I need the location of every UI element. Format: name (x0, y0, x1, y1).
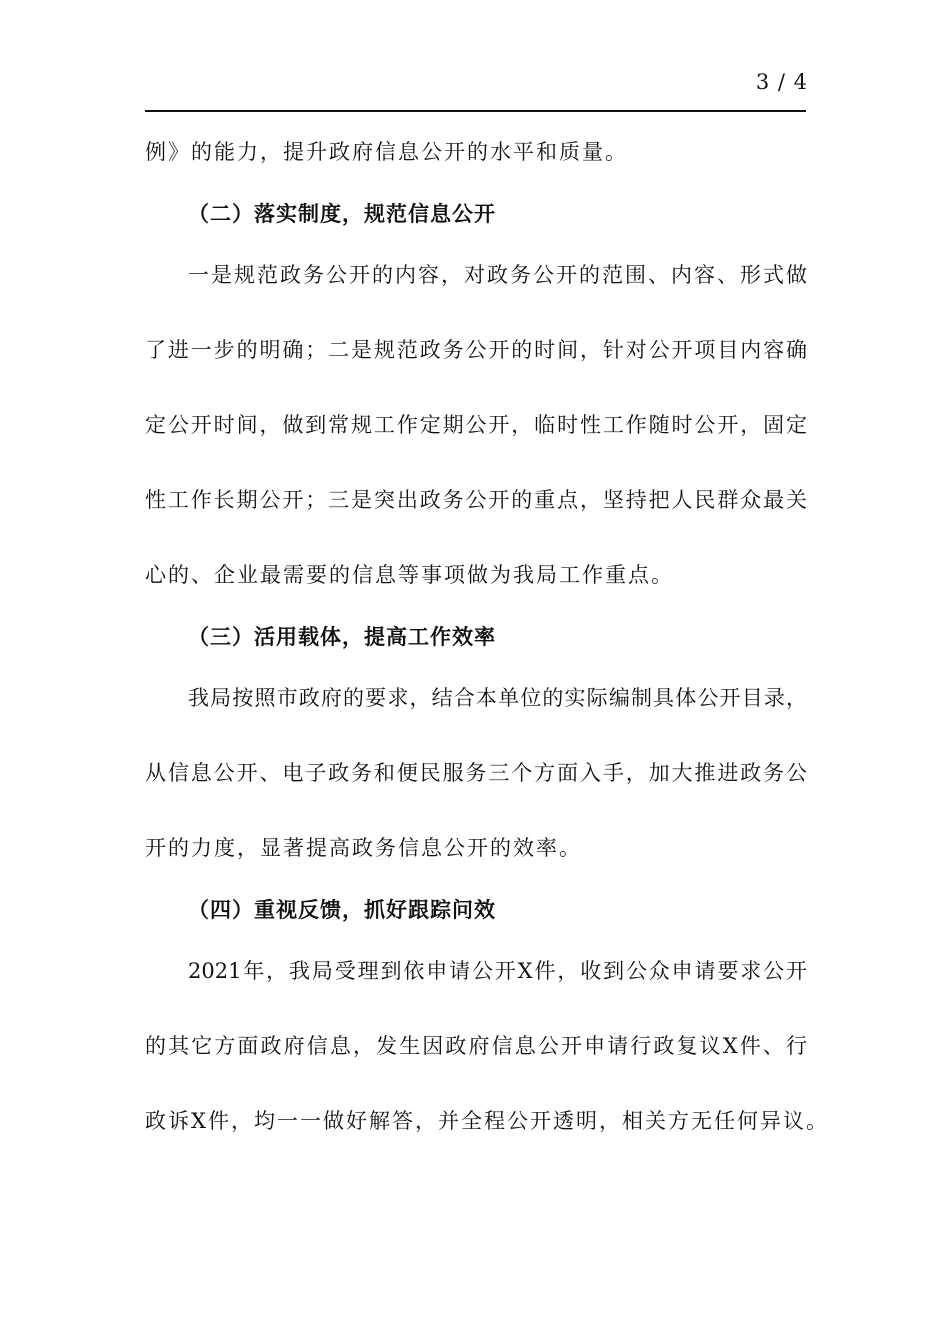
paragraph-line: 的其它方面政府信息，发生因政府信息公开申请行政复议X件、行 (145, 1034, 807, 1058)
paragraph-line: 例》的能力，提升政府信息公开的水平和质量。 (145, 140, 628, 164)
paragraph-line: 定公开时间，做到常规工作定期公开，临时性工作随时公开，固定 (145, 413, 807, 437)
page-number: 3 / 4 (755, 70, 808, 94)
paragraph-line: 性工作长期公开；三是突出政务公开的重点，坚持把人民群众最关 (145, 488, 807, 512)
header-divider (145, 110, 806, 112)
section-heading: （二）落实制度，规范信息公开 (188, 201, 496, 226)
paragraph-line: 政诉X件，均一一做好解答，并全程公开透明，相关方无任何异议。 (145, 1109, 829, 1133)
paragraph-line: 一是规范政务公开的内容，对政务公开的范围、内容、形式做 (188, 263, 807, 287)
paragraph-line: 我局按照市政府的要求，结合本单位的实际编制具体公开目录， (188, 686, 807, 710)
section-heading: （四）重视反馈，抓好跟踪问效 (188, 897, 496, 922)
paragraph-line: 开的力度，显著提高政务信息公开的效率。 (145, 836, 582, 860)
paragraph-line: 2021年，我局受理到依申请公开X件，收到公众申请要求公开 (188, 959, 807, 983)
paragraph-line: 从信息公开、电子政务和便民服务三个方面入手，加大推进政务公 (145, 761, 807, 785)
section-heading: （三）活用载体，提高工作效率 (188, 624, 496, 649)
paragraph-line: 了进一步的明确；二是规范政务公开的时间，针对公开项目内容确 (145, 338, 807, 362)
paragraph-line: 心的、企业最需要的信息等事项做为我局工作重点。 (145, 563, 674, 587)
